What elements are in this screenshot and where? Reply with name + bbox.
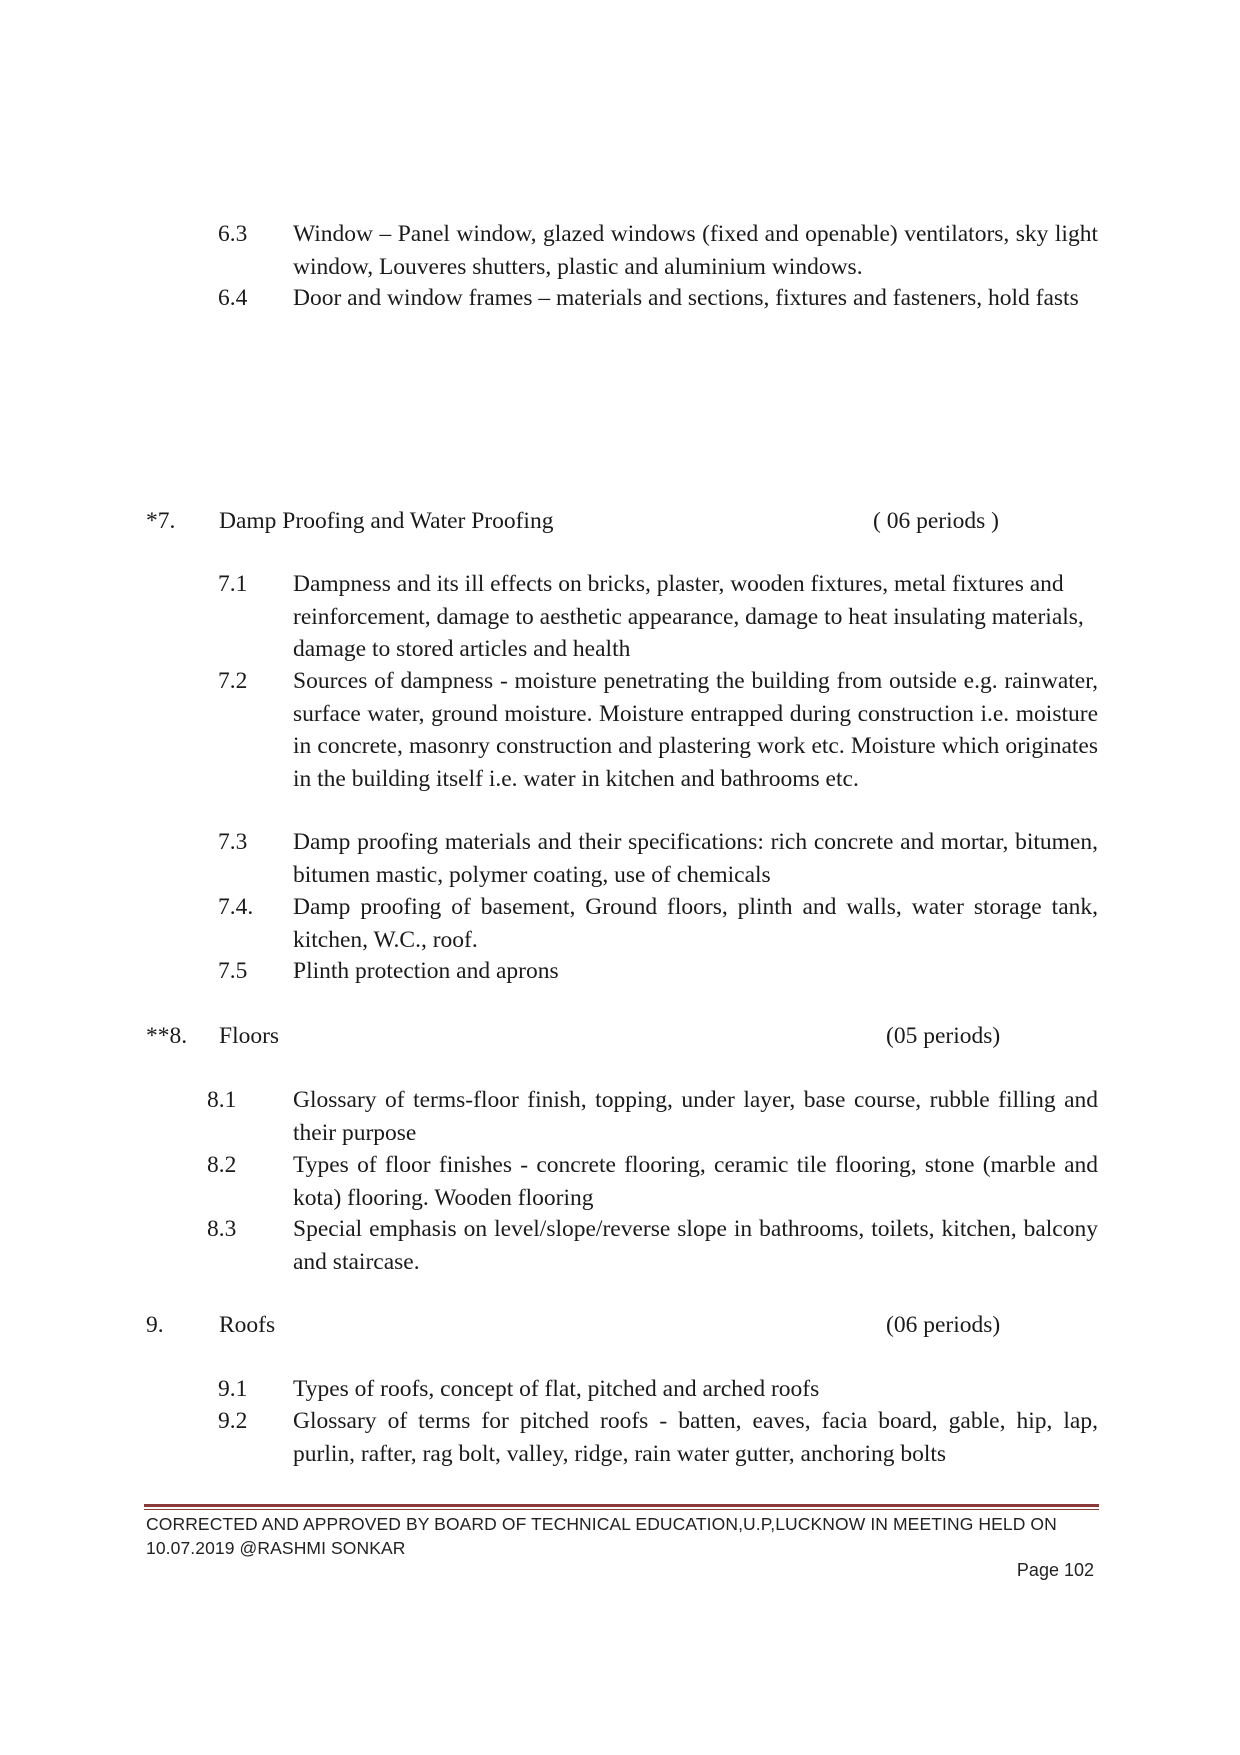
footer-line-1: CORRECTED AND APPROVED BY BOARD OF TECHNICAL EDUCATION,U.P,LUCKNOW IN MEETING HELD ON xyxy=(146,1514,1057,1534)
item-text: Special emphasis on level/slope/reverse slope in bathrooms, toilets, kitchen, balcony and staircase. xyxy=(293,1216,1098,1275)
item-number: 8.2 xyxy=(207,1152,237,1178)
section-periods: (06 periods) xyxy=(886,1312,1001,1338)
list-item xyxy=(218,665,1098,795)
section-title: Damp Proofing and Water Proofing xyxy=(219,508,554,534)
footer-line-2: 10.07.2019 @RASHMI SONKAR xyxy=(146,1538,406,1558)
section-heading-9 xyxy=(146,1309,1046,1342)
list-item xyxy=(218,1373,1098,1406)
item-text: Damp proofing materials and their specifications: rich concrete and mortar, bitumen, bitumen mastic, polymer coating, use of chemicals xyxy=(293,829,1098,888)
item-number: 8.3 xyxy=(207,1216,237,1242)
item-text: Sources of dampness - moisture penetrating the building from outside e.g. rainwater, surface water, ground moisture. Moisture entrapped during construction i.e. moisture in concrete, masonry construction and plastering work etc. Moisture which originates in the building itself i.e. water in kitchen and bathrooms etc. xyxy=(293,668,1098,792)
item-number: 9.1 xyxy=(218,1376,248,1402)
item-number: 7.4. xyxy=(218,894,254,920)
list-item xyxy=(218,1405,1098,1470)
section-number: **8. xyxy=(146,1023,188,1049)
item-text: Plinth protection and aprons xyxy=(293,958,559,984)
item-number: 7.5 xyxy=(218,958,248,984)
item-text: Glossary of terms for pitched roofs - batten, eaves, facia board, gable, hip, lap, purlin, rafter, rag bolt, valley, ridge, rain water gutter, anchoring bolts xyxy=(293,1408,1098,1467)
footer-divider xyxy=(144,1504,1099,1507)
section-periods: (05 periods) xyxy=(886,1023,1001,1049)
item-number: 7.2 xyxy=(218,668,248,694)
item-number: 6.4 xyxy=(218,285,248,311)
list-item xyxy=(218,218,1098,283)
list-item xyxy=(218,891,1098,956)
section-periods: ( 06 periods ) xyxy=(873,508,999,534)
item-text: Glossary of terms-floor finish, topping, under layer, base course, rubble filling and their purpose xyxy=(293,1087,1098,1146)
page-number: Page 102 xyxy=(1016,1560,1094,1580)
item-number: 8.1 xyxy=(207,1087,237,1113)
section-title: Floors xyxy=(219,1023,280,1049)
item-number: 6.3 xyxy=(218,221,248,247)
list-item xyxy=(218,826,1098,891)
item-text: Dampness and its ill effects on bricks, plaster, wooden fixtures, metal fixtures and reinforcement, damage to aesthetic appearance, damage to heat insulating materials, damage to stored articles and health xyxy=(293,571,1084,662)
item-text: Types of roofs, concept of flat, pitched and arched roofs xyxy=(293,1376,820,1402)
item-number: 7.1 xyxy=(218,571,248,597)
item-text: Door and window frames – materials and sections, fixtures and fasteners, hold fasts xyxy=(293,285,1079,311)
section-heading-8 xyxy=(146,1020,1046,1053)
list-item xyxy=(218,282,1098,315)
footer-divider-thin xyxy=(144,1509,1099,1510)
footer-text xyxy=(146,1512,1106,1560)
section-title: Roofs xyxy=(219,1312,276,1338)
list-item xyxy=(207,1149,1098,1214)
list-item xyxy=(218,955,1098,988)
section-number: *7. xyxy=(146,508,176,534)
item-number: 9.2 xyxy=(218,1408,248,1434)
section-heading-7 xyxy=(146,505,1046,538)
item-text: Window – Panel window, glazed windows (fixed and openable) ventilators, sky light window, Louveres shutters, plastic and aluminium windows. xyxy=(293,221,1098,280)
list-item xyxy=(218,568,1098,666)
list-item xyxy=(207,1084,1098,1149)
section-number: 9. xyxy=(146,1312,164,1338)
item-number: 7.3 xyxy=(218,829,248,855)
list-item xyxy=(207,1213,1098,1278)
item-text: Damp proofing of basement, Ground floors, plinth and walls, water storage tank, kitchen, W.C., roof. xyxy=(293,894,1098,953)
item-text: Types of floor finishes - concrete flooring, ceramic tile flooring, stone (marble and kota) flooring. Wooden flooring xyxy=(293,1152,1098,1211)
